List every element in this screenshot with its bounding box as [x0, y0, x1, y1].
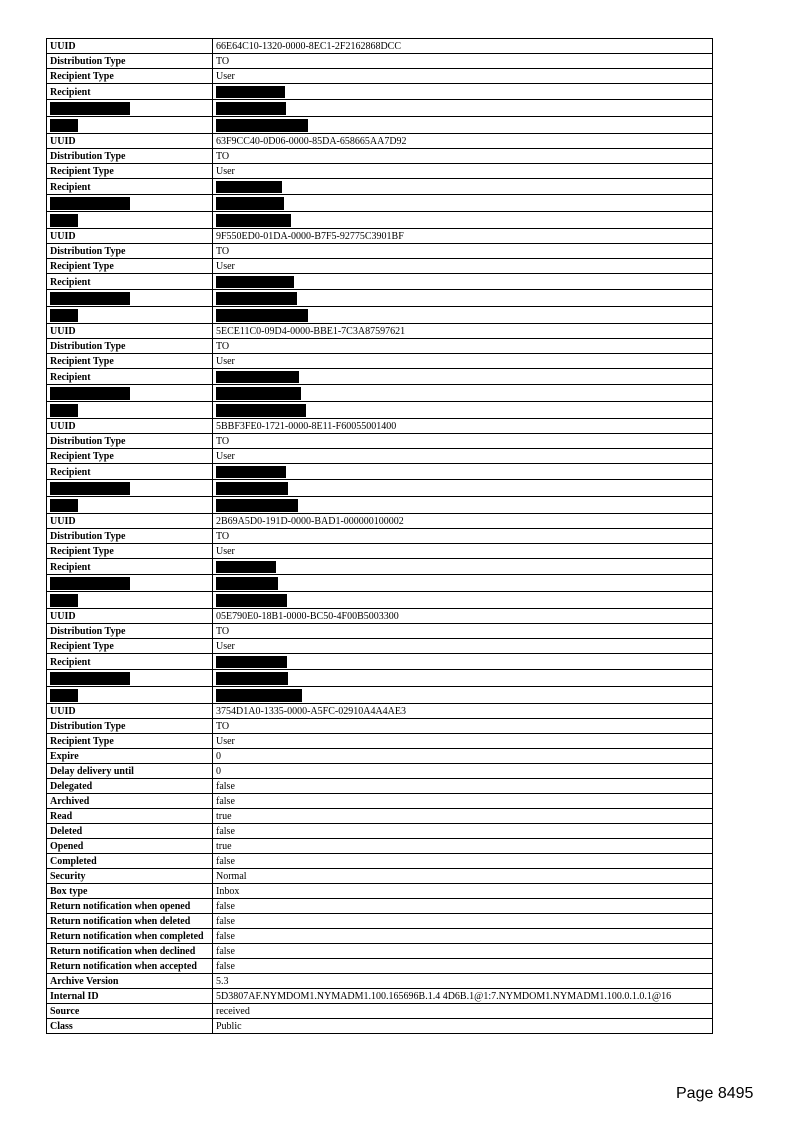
property-label: Return notification when accepted: [47, 959, 213, 974]
property-row: [47, 884, 713, 899]
recipient-label: Recipient: [47, 369, 213, 385]
uuid-row: [47, 609, 713, 624]
recipient-subrow: [47, 592, 713, 609]
redaction-block: [216, 577, 278, 590]
recipient-type-row: [47, 354, 713, 369]
distribution-type-value: TO: [213, 529, 713, 544]
recipient-type-label: Recipient Type: [47, 449, 213, 464]
recipient-subrow: [47, 290, 713, 307]
property-value: Normal: [213, 869, 713, 884]
property-row: [47, 914, 713, 929]
property-value: false: [213, 959, 713, 974]
recipient-value: [213, 369, 713, 385]
property-value: false: [213, 944, 713, 959]
distribution-type-row: [47, 434, 713, 449]
property-row: [47, 749, 713, 764]
recipient-type-value: User: [213, 354, 713, 369]
uuid-label: UUID: [47, 514, 213, 529]
recipient-type-value: User: [213, 449, 713, 464]
uuid-row: [47, 229, 713, 244]
recipient-value: [213, 464, 713, 480]
uuid-row: [47, 39, 713, 54]
recipient-type-value: User: [213, 639, 713, 654]
uuid-value: 66E64C10-1320-0000-8EC1-2F2162868DCC: [213, 39, 713, 54]
redaction-block: [216, 309, 308, 322]
redacted-label: [47, 670, 213, 687]
recipient-type-row: [47, 449, 713, 464]
redaction-block: [216, 181, 282, 193]
property-row: [47, 1004, 713, 1019]
recipient-subrow: [47, 195, 713, 212]
distribution-type-row: [47, 339, 713, 354]
property-label: Return notification when deleted: [47, 914, 213, 929]
distribution-type-row: [47, 624, 713, 639]
recipient-row: [47, 274, 713, 290]
recipient-value: [213, 274, 713, 290]
uuid-row: [47, 324, 713, 339]
property-value: 0: [213, 749, 713, 764]
recipient-type-label: Recipient Type: [47, 69, 213, 84]
property-label: Return notification when completed: [47, 929, 213, 944]
redaction-block: [216, 214, 291, 227]
distribution-type-value: TO: [213, 719, 713, 734]
recipient-type-label: Recipient Type: [47, 259, 213, 274]
recipient-type-row: [47, 544, 713, 559]
recipient-type-row: [47, 69, 713, 84]
recipient-value: [213, 84, 713, 100]
distribution-type-label: Distribution Type: [47, 434, 213, 449]
redaction-block: [50, 404, 78, 417]
uuid-label: UUID: [47, 704, 213, 719]
recipient-subrow: [47, 100, 713, 117]
redacted-label: [47, 575, 213, 592]
redacted-label: [47, 290, 213, 307]
property-row: [47, 989, 713, 1004]
redaction-block: [216, 466, 286, 478]
property-row: [47, 929, 713, 944]
property-row: [47, 899, 713, 914]
property-value: false: [213, 794, 713, 809]
redaction-block: [216, 499, 298, 512]
redaction-block: [216, 86, 285, 98]
uuid-value: 63F9CC40-0D06-0000-85DA-658665AA7D92: [213, 134, 713, 149]
redaction-block: [50, 577, 130, 590]
redacted-value: [213, 290, 713, 307]
redaction-block: [216, 594, 287, 607]
uuid-value: 05E790E0-18B1-0000-BC50-4F00B5003300: [213, 609, 713, 624]
recipient-subrow: [47, 687, 713, 704]
distribution-type-row: [47, 149, 713, 164]
recipient-row: [47, 559, 713, 575]
uuid-label: UUID: [47, 324, 213, 339]
uuid-value: 5ECE11C0-09D4-0000-BBE1-7C3A87597621: [213, 324, 713, 339]
property-row: [47, 809, 713, 824]
property-row: [47, 794, 713, 809]
property-value: received: [213, 1004, 713, 1019]
uuid-value: 3754D1A0-1335-0000-A5FC-02910A4A4AE3: [213, 704, 713, 719]
property-value: true: [213, 809, 713, 824]
property-label: Delay delivery until: [47, 764, 213, 779]
recipient-subrow: [47, 212, 713, 229]
recipient-type-value: User: [213, 544, 713, 559]
recipient-row: [47, 179, 713, 195]
distribution-type-label: Distribution Type: [47, 529, 213, 544]
redacted-label: [47, 307, 213, 324]
uuid-value: 5BBF3FE0-1721-0000-8E11-F60055001400: [213, 419, 713, 434]
redacted-label: [47, 592, 213, 609]
recipient-subrow: [47, 117, 713, 134]
distribution-type-value: TO: [213, 339, 713, 354]
recipient-type-label: Recipient Type: [47, 734, 213, 749]
property-label: Read: [47, 809, 213, 824]
redaction-block: [50, 689, 78, 702]
property-label: Box type: [47, 884, 213, 899]
redaction-block: [216, 119, 308, 132]
distribution-type-label: Distribution Type: [47, 339, 213, 354]
redaction-block: [216, 404, 306, 417]
redaction-block: [50, 309, 78, 322]
uuid-label: UUID: [47, 134, 213, 149]
uuid-label: UUID: [47, 419, 213, 434]
property-label: Internal ID: [47, 989, 213, 1004]
redaction-block: [50, 197, 130, 210]
recipient-subrow: [47, 497, 713, 514]
property-value: false: [213, 779, 713, 794]
redacted-label: [47, 212, 213, 229]
property-row: [47, 779, 713, 794]
distribution-type-label: Distribution Type: [47, 149, 213, 164]
distribution-type-row: [47, 54, 713, 69]
redacted-value: [213, 402, 713, 419]
redaction-block: [216, 672, 288, 685]
recipient-subrow: [47, 385, 713, 402]
redaction-block: [216, 197, 284, 210]
property-value: Public: [213, 1019, 713, 1034]
property-label: Class: [47, 1019, 213, 1034]
recipient-type-label: Recipient Type: [47, 164, 213, 179]
property-value: false: [213, 914, 713, 929]
distribution-type-label: Distribution Type: [47, 54, 213, 69]
redaction-block: [216, 276, 294, 288]
property-row: [47, 944, 713, 959]
redacted-value: [213, 117, 713, 134]
property-row: [47, 764, 713, 779]
redaction-block: [50, 672, 130, 685]
recipient-label: Recipient: [47, 559, 213, 575]
redacted-value: [213, 212, 713, 229]
redaction-block: [50, 214, 78, 227]
property-label: Archive Version: [47, 974, 213, 989]
recipient-type-label: Recipient Type: [47, 639, 213, 654]
recipient-type-row: [47, 734, 713, 749]
recipient-value: [213, 654, 713, 670]
property-label: Return notification when opened: [47, 899, 213, 914]
uuid-value: 2B69A5D0-191D-0000-BAD1-000000100002: [213, 514, 713, 529]
property-value: false: [213, 854, 713, 869]
redacted-value: [213, 195, 713, 212]
message-properties-table: [46, 38, 713, 1034]
property-value: 0: [213, 764, 713, 779]
redaction-block: [50, 499, 78, 512]
redacted-value: [213, 100, 713, 117]
recipient-row: [47, 369, 713, 385]
distribution-type-label: Distribution Type: [47, 244, 213, 259]
redacted-label: [47, 117, 213, 134]
recipient-type-value: User: [213, 164, 713, 179]
redaction-block: [50, 292, 130, 305]
distribution-type-label: Distribution Type: [47, 624, 213, 639]
property-label: Deleted: [47, 824, 213, 839]
page-number: Page 8495: [676, 1085, 754, 1102]
redaction-block: [50, 387, 130, 400]
redacted-label: [47, 385, 213, 402]
redacted-value: [213, 687, 713, 704]
uuid-row: [47, 704, 713, 719]
redaction-block: [50, 482, 130, 495]
property-value: false: [213, 824, 713, 839]
property-row: [47, 854, 713, 869]
property-value: false: [213, 929, 713, 944]
redacted-label: [47, 480, 213, 497]
recipient-type-value: User: [213, 259, 713, 274]
uuid-row: [47, 419, 713, 434]
redacted-label: [47, 497, 213, 514]
redacted-value: [213, 480, 713, 497]
recipient-row: [47, 464, 713, 480]
redacted-label: [47, 687, 213, 704]
recipient-subrow: [47, 670, 713, 687]
distribution-type-label: Distribution Type: [47, 719, 213, 734]
recipient-type-value: User: [213, 734, 713, 749]
distribution-type-value: TO: [213, 149, 713, 164]
distribution-type-value: TO: [213, 434, 713, 449]
distribution-type-value: TO: [213, 624, 713, 639]
uuid-label: UUID: [47, 39, 213, 54]
recipient-label: Recipient: [47, 654, 213, 670]
uuid-row: [47, 134, 713, 149]
recipient-subrow: [47, 575, 713, 592]
redaction-block: [216, 561, 276, 573]
property-label: Completed: [47, 854, 213, 869]
redaction-block: [216, 102, 286, 115]
property-row: [47, 869, 713, 884]
redaction-block: [216, 292, 297, 305]
recipient-row: [47, 654, 713, 670]
redaction-block: [216, 482, 288, 495]
recipient-subrow: [47, 307, 713, 324]
redaction-block: [216, 689, 302, 702]
property-label: Source: [47, 1004, 213, 1019]
redacted-value: [213, 575, 713, 592]
redaction-block: [50, 102, 130, 115]
property-value: 5D3807AF.NYMDOM1.NYMADM1.100.165696B.1.4 4D6B.1@1:7.NYMDOM1.NYMADM1.100.0.1.0.1@16: [213, 989, 713, 1004]
property-label: Delegated: [47, 779, 213, 794]
distribution-type-row: [47, 719, 713, 734]
recipient-value: [213, 179, 713, 195]
recipient-type-label: Recipient Type: [47, 544, 213, 559]
distribution-type-value: TO: [213, 244, 713, 259]
recipient-type-row: [47, 259, 713, 274]
property-value: Inbox: [213, 884, 713, 899]
uuid-label: UUID: [47, 609, 213, 624]
property-value: true: [213, 839, 713, 854]
property-row: [47, 839, 713, 854]
property-label: Security: [47, 869, 213, 884]
recipient-label: Recipient: [47, 274, 213, 290]
property-row: [47, 974, 713, 989]
recipient-type-row: [47, 164, 713, 179]
redacted-value: [213, 497, 713, 514]
redacted-value: [213, 592, 713, 609]
redaction-block: [50, 594, 78, 607]
recipient-type-label: Recipient Type: [47, 354, 213, 369]
redacted-label: [47, 402, 213, 419]
redaction-block: [216, 371, 299, 383]
property-label: Expire: [47, 749, 213, 764]
property-value: 5.3: [213, 974, 713, 989]
property-row: [47, 824, 713, 839]
recipient-label: Recipient: [47, 179, 213, 195]
uuid-label: UUID: [47, 229, 213, 244]
property-value: false: [213, 899, 713, 914]
property-row: [47, 959, 713, 974]
property-label: Opened: [47, 839, 213, 854]
redacted-value: [213, 670, 713, 687]
distribution-type-row: [47, 244, 713, 259]
recipient-value: [213, 559, 713, 575]
property-label: Archived: [47, 794, 213, 809]
recipient-row: [47, 84, 713, 100]
redaction-block: [50, 119, 78, 132]
redaction-block: [216, 387, 301, 400]
recipient-label: Recipient: [47, 84, 213, 100]
recipient-type-row: [47, 639, 713, 654]
redacted-label: [47, 195, 213, 212]
property-label: Return notification when declined: [47, 944, 213, 959]
uuid-row: [47, 514, 713, 529]
redaction-block: [216, 656, 287, 668]
redacted-value: [213, 307, 713, 324]
redacted-value: [213, 385, 713, 402]
recipient-subrow: [47, 402, 713, 419]
uuid-value: 9F550ED0-01DA-0000-B7F5-92775C3901BF: [213, 229, 713, 244]
recipient-type-value: User: [213, 69, 713, 84]
property-row: [47, 1019, 713, 1034]
distribution-type-row: [47, 529, 713, 544]
distribution-type-value: TO: [213, 54, 713, 69]
redacted-label: [47, 100, 213, 117]
recipient-label: Recipient: [47, 464, 213, 480]
recipient-subrow: [47, 480, 713, 497]
